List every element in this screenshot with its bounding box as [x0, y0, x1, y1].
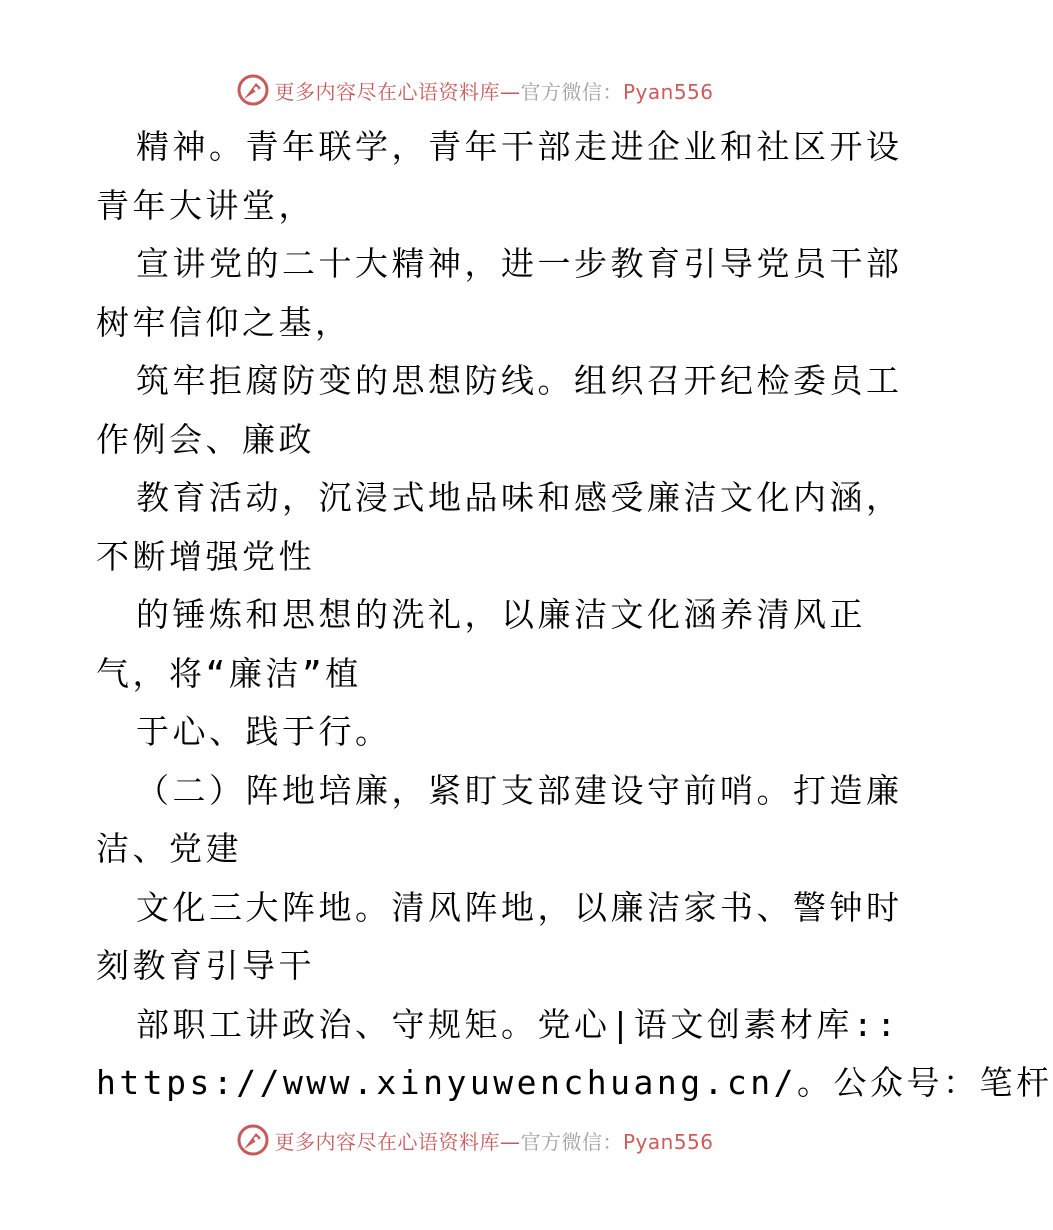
body-line: 的锤炼和思想的洗礼，以廉洁文化涵养清风正 — [136, 595, 866, 634]
body-line: 宣讲党的二十大精神，进一步教育引导党员干部 — [136, 244, 903, 283]
body-line: （二）阵地培廉，紧盯支部建设守前哨。打造廉 — [136, 770, 903, 810]
body-line: 筑牢拒腐防变的思想防线。组织召开纪检委员工 — [136, 361, 903, 400]
body-line: 于心、践于行。 — [136, 712, 392, 751]
body-line: 气，将“廉洁”植 — [96, 653, 362, 693]
pen-nib-logo-icon — [236, 1123, 270, 1157]
body-line: 教育活动，沉浸式地品味和感受廉洁文化内涵， — [136, 478, 903, 517]
body-line: 不断增强党性 — [96, 536, 315, 576]
document-body — [96, 118, 1053, 1113]
body-line: 作例会、廉政 — [96, 419, 315, 459]
body-line: https://www.xinyuwenchuang.cn/。公众号：笔杆 — [96, 1063, 1053, 1102]
watermark-text: 更多内容尽在心语资料库—官方微信：Pyan556 — [274, 1129, 714, 1154]
body-line: 部职工讲政治、守规矩。党心|语文创素材库:: — [136, 1004, 900, 1044]
header-watermark-banner — [0, 68, 950, 112]
pen-nib-logo-icon — [236, 73, 270, 107]
footer-watermark-banner — [0, 1118, 950, 1162]
body-line: 刻教育引导干 — [96, 946, 315, 985]
body-line: 树牢信仰之基， — [96, 302, 352, 342]
body-line: 洁、党建 — [96, 829, 242, 868]
body-line: 文化三大阵地。清风阵地，以廉洁家书、警钟时 — [136, 887, 903, 927]
watermark-text: 更多内容尽在心语资料库—官方微信：Pyan556 — [274, 79, 714, 104]
body-line: 青年大讲堂， — [96, 185, 315, 225]
body-line: 精神。青年联学，青年干部走进企业和社区开设 — [136, 127, 903, 166]
